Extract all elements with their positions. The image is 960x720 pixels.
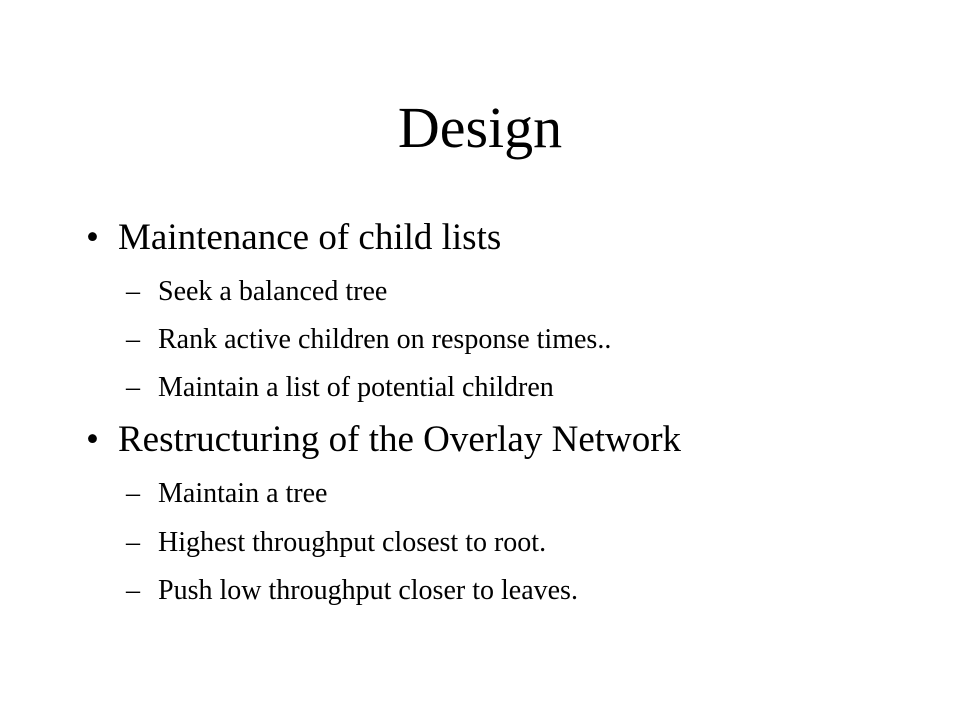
bullet-dot: • — [86, 419, 99, 460]
sub-item-text: Seek a balanced tree — [158, 276, 388, 307]
bullet-text: Maintenance of child lists — [118, 217, 502, 258]
bullet-restructuring-overlay-network — [86, 418, 682, 462]
sub-item-push-low-throughput — [126, 574, 578, 608]
sub-item-dash: – — [126, 324, 140, 355]
sub-item-maintain-list-potential-children — [126, 371, 554, 405]
sub-item-highest-throughput — [126, 526, 547, 560]
bullet-dot: • — [86, 217, 99, 258]
sub-item-text: Highest throughput closest to root. — [158, 527, 547, 558]
sub-item-text: Rank active children on response times.. — [158, 324, 612, 355]
sub-item-maintain-tree — [126, 477, 328, 511]
sub-item-text: Push low throughput closer to leaves. — [158, 575, 578, 606]
sub-item-rank-active-children — [126, 323, 612, 357]
bullet-maintenance-of-child-lists — [86, 216, 502, 260]
sub-item-text: Maintain a tree — [158, 478, 328, 509]
bullet-text: Restructuring of the Overlay Network — [118, 419, 682, 460]
sub-item-dash: – — [126, 527, 140, 558]
sub-item-text: Maintain a list of potential children — [158, 372, 554, 403]
sub-item-seek-balanced-tree — [126, 275, 388, 309]
sub-item-dash: – — [126, 575, 140, 606]
sub-item-dash: – — [126, 276, 140, 307]
slide-title: Design — [397, 95, 563, 160]
sub-item-dash: – — [126, 478, 140, 509]
sub-item-dash: – — [126, 372, 140, 403]
